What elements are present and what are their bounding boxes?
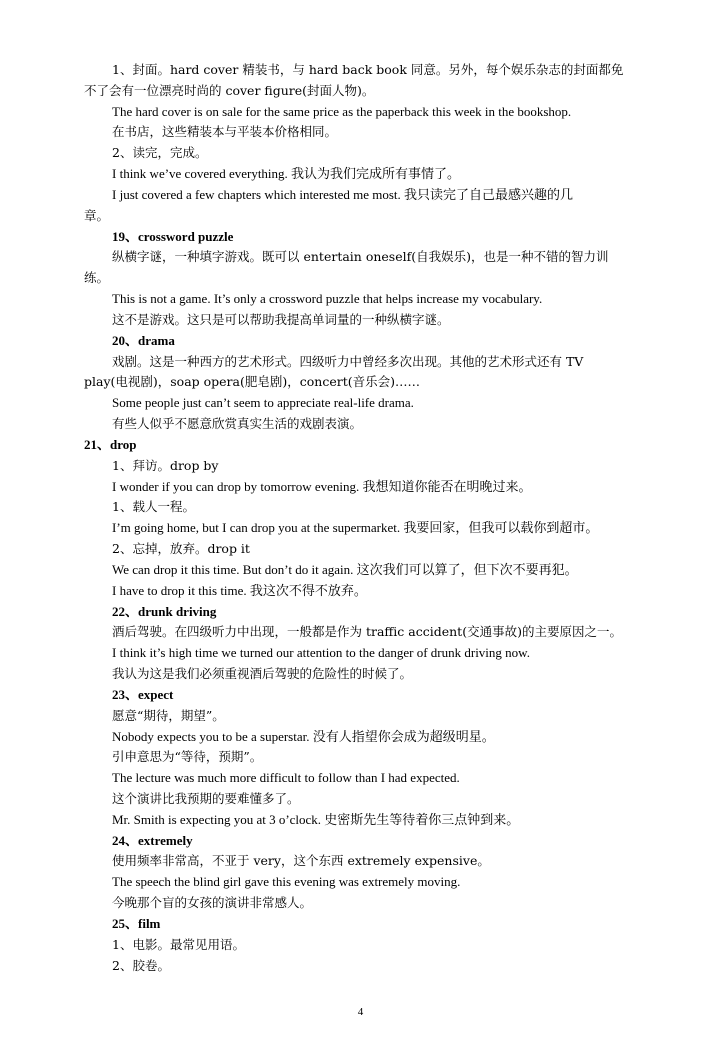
text-line: play(电视剧)，soap opera(肥皂剧)，concert(音乐会)…… [84,374,420,390]
text-line: The lecture was much more difficult to follow than I had expected. [112,770,460,786]
entry-heading: 23、expect [112,686,174,702]
entry-heading: 22、drunk driving [112,603,217,619]
text-line: 今晚那个盲的女孩的演讲非常感人。 [112,895,313,911]
text-line: Nobody expects you to be a superstar. 没有人指望你会成为超级明星。 [112,728,495,744]
text-line: I have to drop it this time. 我这次不得不放弃。 [112,582,367,598]
text-line: 纵横字谜，一种填字游戏。既可以 entertain oneself(自我娱乐)，也是一种不错的智力训 [112,249,609,265]
text-line: 使用频率非常高，不亚于 very，这个东西 extremely expensive。 [112,853,490,869]
text-line: The hard cover is on sale for the same price as the paperback this week in the bookshop. [112,103,572,119]
text-line: 练。 [84,270,110,286]
text-line: I wonder if you can drop by tomorrow evening. 我想知道你能否在明晚过来。 [112,478,532,494]
text-line: The speech the blind girl gave this evening was extremely moving. [112,874,461,890]
text-line: I think we’ve covered everything. 我认为我们完成所有事情了。 [112,166,461,182]
entry-heading: 25、film [112,915,161,931]
text-line: 我认为这是我们必须重视酒后驾驶的危险性的时候了。 [112,666,413,682]
text-line: 1、封面。hard cover 精装书，与 hard back book 同意。另外，每个娱乐杂志的封面都免 [112,62,624,77]
document-body [84,60,640,976]
entry-heading: 21、drop [84,436,137,452]
entry-heading: 19、crossword puzzle [112,228,234,244]
text-line: I think it’s high time we turned our attention to the danger of drunk driving now. [112,645,530,661]
text-line: 愿意“期待，期望”。 [112,707,225,723]
text-line: 章。 [84,207,110,223]
page-number: 4 [357,1006,364,1018]
text-line: 不了会有一位漂亮时尚的 cover figure(封面人物)。 [84,82,375,98]
text-line: 这个演讲比我预期的要难懂多了。 [112,790,300,806]
text-line: I’m going home, but I can drop you at the supermarket. 我要回家，但我可以载你到超市。 [112,520,599,536]
text-line: Mr. Smith is expecting you at 3 o’clock. 史密斯先生等待着你三点钟到来。 [112,811,520,827]
text-line: 2、读完，完成。 [112,145,208,161]
text-line: We can drop it this time. But don’t do it again. 这次我们可以算了，但下次不要再犯。 [112,561,578,577]
text-line: Some people just can’t seem to appreciate real-life drama. [112,395,414,411]
text-line: 1、拜访。drop by [112,457,219,473]
text-line: 戏剧。这是一种西方的艺术形式。四级听力中曾经多次出现。其他的艺术形式还有 TV [112,353,584,369]
text-line: I just covered a few chapters which interested me most. 我只读完了自己最感兴趣的几 [112,186,574,202]
text-line: 有些人似乎不愿意欣赏真实生活的戏剧表演。 [112,416,363,432]
text-line: 2、忘掉，放弃。drop it [112,541,250,557]
text-line: 在书店，这些精装本与平装本价格相同。 [112,124,338,140]
text-line: 1、电影。最常见用语。 [112,936,245,952]
text-line: 酒后驾驶。在四级听力中出现，一般都是作为 traffic accident(交通事故)的主要原因之一。 [112,624,622,640]
text-line: 1、载人一程。 [112,499,195,515]
entry-heading: 24、extremely [112,832,193,848]
text-line: 引申意思为“等待，预期”。 [112,749,263,765]
text-line: This is not a game. It’s only a crossword puzzle that helps increase my vocabulary. [112,291,543,307]
entry-heading: 20、drama [112,332,175,348]
text-line: 这不是游戏。这只是可以帮助我提高单词量的一种纵横字谜。 [112,311,450,327]
text-line: 2、胶卷。 [112,957,170,973]
